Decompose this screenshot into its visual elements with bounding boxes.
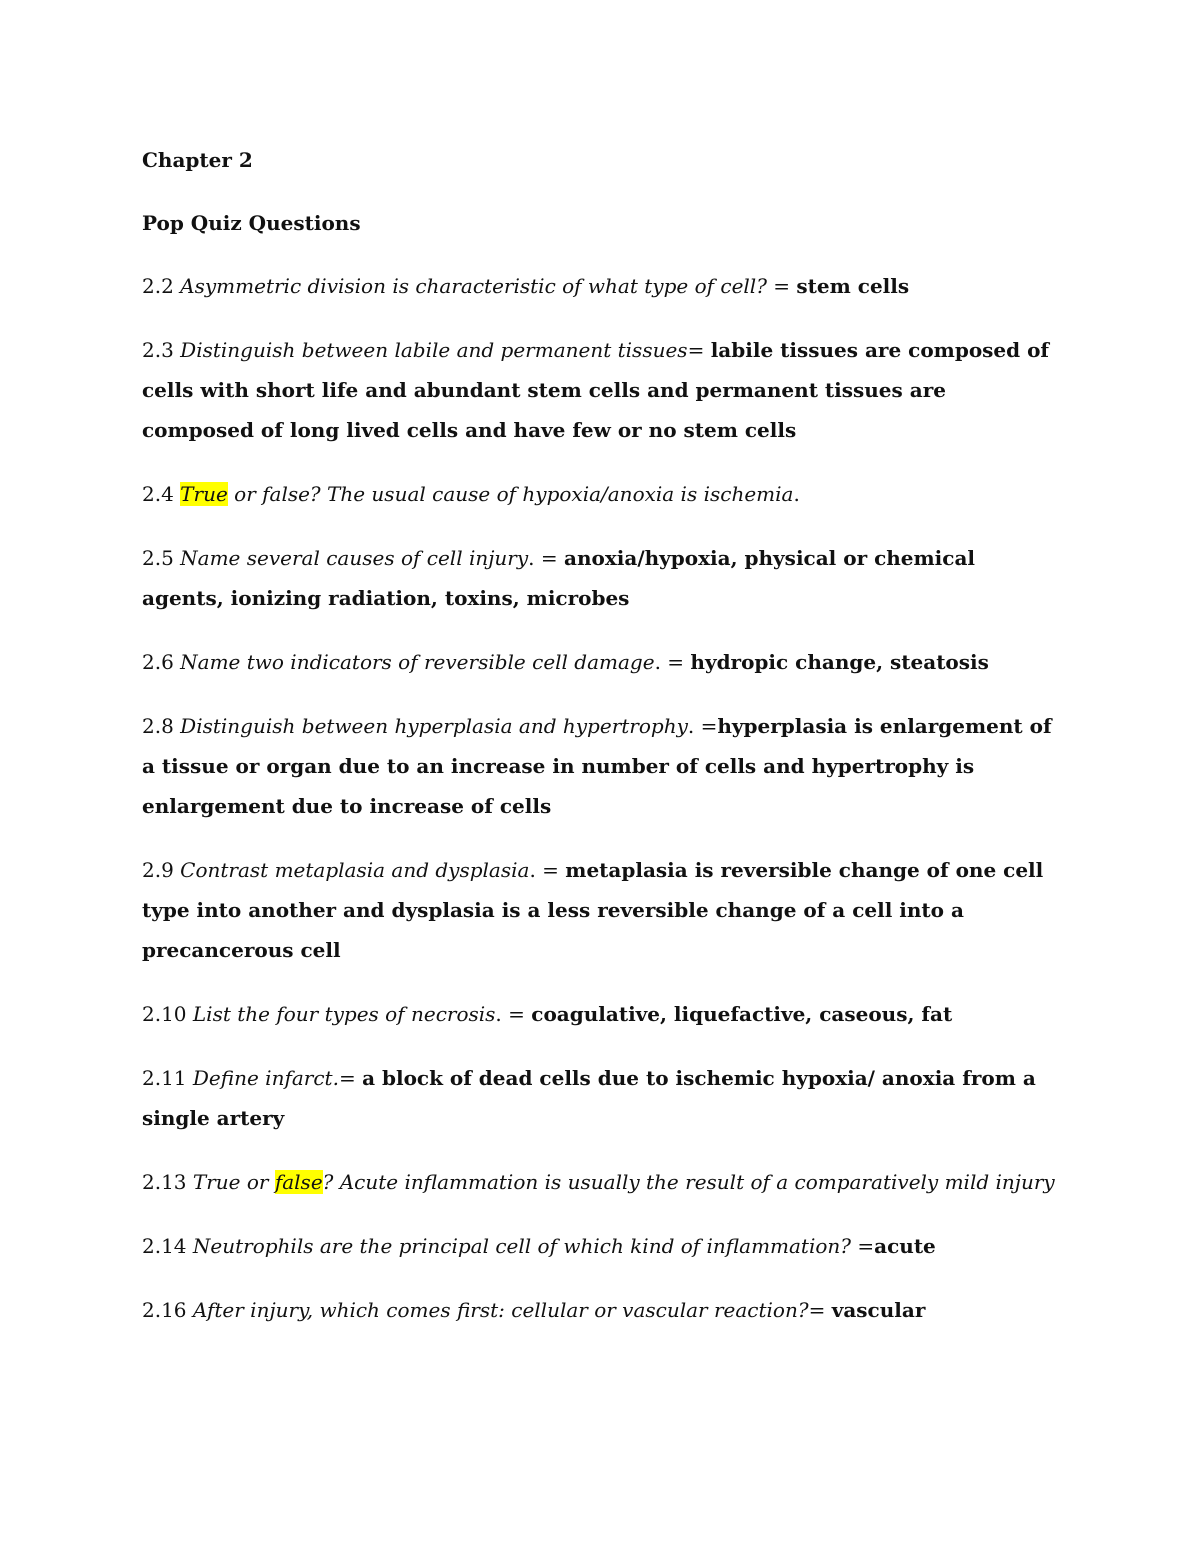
question-text: Neutrophils are the principal cell of which kind of inflammation? xyxy=(192,1234,852,1258)
separator: . = xyxy=(495,1002,532,1026)
answer-text: vascular xyxy=(831,1298,926,1322)
separator: . = xyxy=(529,858,566,882)
question-number: 2.2 xyxy=(142,274,174,298)
question-text: or false? The usual cause of hypoxia/anoxia is ischemia xyxy=(227,482,794,506)
answer-text: acute xyxy=(874,1234,936,1258)
answer-text: metaplasia is reversible change of one cell type into another and dysplasia is a less reversible change of a cell into a precancerous cell xyxy=(142,858,1044,962)
answer-text: hydropic change, steatosis xyxy=(690,650,989,674)
separator: = xyxy=(766,274,797,298)
separator: . = xyxy=(687,714,718,738)
question-number: 2.3 xyxy=(142,338,174,362)
separator: = xyxy=(687,338,711,362)
question-text: Name several causes of cell injury xyxy=(180,546,529,570)
separator: = xyxy=(338,1066,363,1090)
question-2-14 xyxy=(142,1226,1062,1266)
answer-text: anoxia/hypoxia, physical or chemical agents, ionizing radiation, toxins, microbes xyxy=(142,546,976,610)
document-body xyxy=(142,140,1062,1354)
question-number: 2.16 xyxy=(142,1298,187,1322)
section-title: Pop Quiz Questions xyxy=(142,211,361,235)
question-2-3 xyxy=(142,330,1062,450)
separator: . xyxy=(793,482,800,506)
question-2-9 xyxy=(142,850,1062,970)
question-2-4 xyxy=(142,474,1062,514)
question-2-2 xyxy=(142,266,1062,306)
highlighted-answer: false xyxy=(274,1170,323,1194)
question-number: 2.4 xyxy=(142,482,174,506)
question-2-6 xyxy=(142,642,1062,682)
question-text: Asymmetric division is characteristic of what type of cell? xyxy=(180,274,767,298)
question-2-13 xyxy=(142,1162,1062,1202)
question-number: 2.11 xyxy=(142,1066,187,1090)
answer-text: a block of dead cells due to ischemic hypoxia/ anoxia from a single artery xyxy=(142,1066,1036,1130)
question-text: Distinguish between hyperplasia and hypertrophy xyxy=(180,714,688,738)
answer-text: labile tissues are composed of cells with short life and abundant stem cells and permanent tissues are composed of long lived cells and have few or no stem cells xyxy=(142,338,1050,442)
question-text: Distinguish between labile and permanent tissues xyxy=(180,338,688,362)
separator: . = xyxy=(528,546,565,570)
question-text: ? Acute inflammation is usually the result of a comparatively mild injury xyxy=(322,1170,1055,1194)
separator: = xyxy=(808,1298,832,1322)
question-text: List the four types of necrosis xyxy=(192,1002,496,1026)
question-text: After injury, which comes first: cellular or vascular reaction? xyxy=(192,1298,809,1322)
answer-text: hyperplasia is enlargement of a tissue or organ due to an increase in number of cells and hypertrophy is enlargement due to increase of cells xyxy=(142,714,1052,818)
question-number: 2.9 xyxy=(142,858,174,882)
question-number: 2.5 xyxy=(142,546,174,570)
question-text-prefix: True or xyxy=(192,1170,275,1194)
chapter-title: Chapter 2 xyxy=(142,148,253,172)
question-2-16 xyxy=(142,1290,1062,1330)
separator: = xyxy=(851,1234,875,1258)
question-2-11 xyxy=(142,1058,1062,1138)
highlighted-answer: True xyxy=(180,482,228,506)
question-number: 2.8 xyxy=(142,714,174,738)
question-number: 2.6 xyxy=(142,650,174,674)
question-2-5 xyxy=(142,538,1062,618)
question-number: 2.10 xyxy=(142,1002,187,1026)
question-number: 2.14 xyxy=(142,1234,187,1258)
question-2-10 xyxy=(142,994,1062,1034)
question-2-8 xyxy=(142,706,1062,826)
separator: . = xyxy=(654,650,691,674)
question-text: Contrast metaplasia and dysplasia xyxy=(180,858,530,882)
question-text: Define infarct. xyxy=(192,1066,339,1090)
question-number: 2.13 xyxy=(142,1170,187,1194)
answer-text: stem cells xyxy=(796,274,910,298)
question-text: Name two indicators of reversible cell damage xyxy=(180,650,655,674)
answer-text: coagulative, liquefactive, caseous, fat xyxy=(531,1002,953,1026)
